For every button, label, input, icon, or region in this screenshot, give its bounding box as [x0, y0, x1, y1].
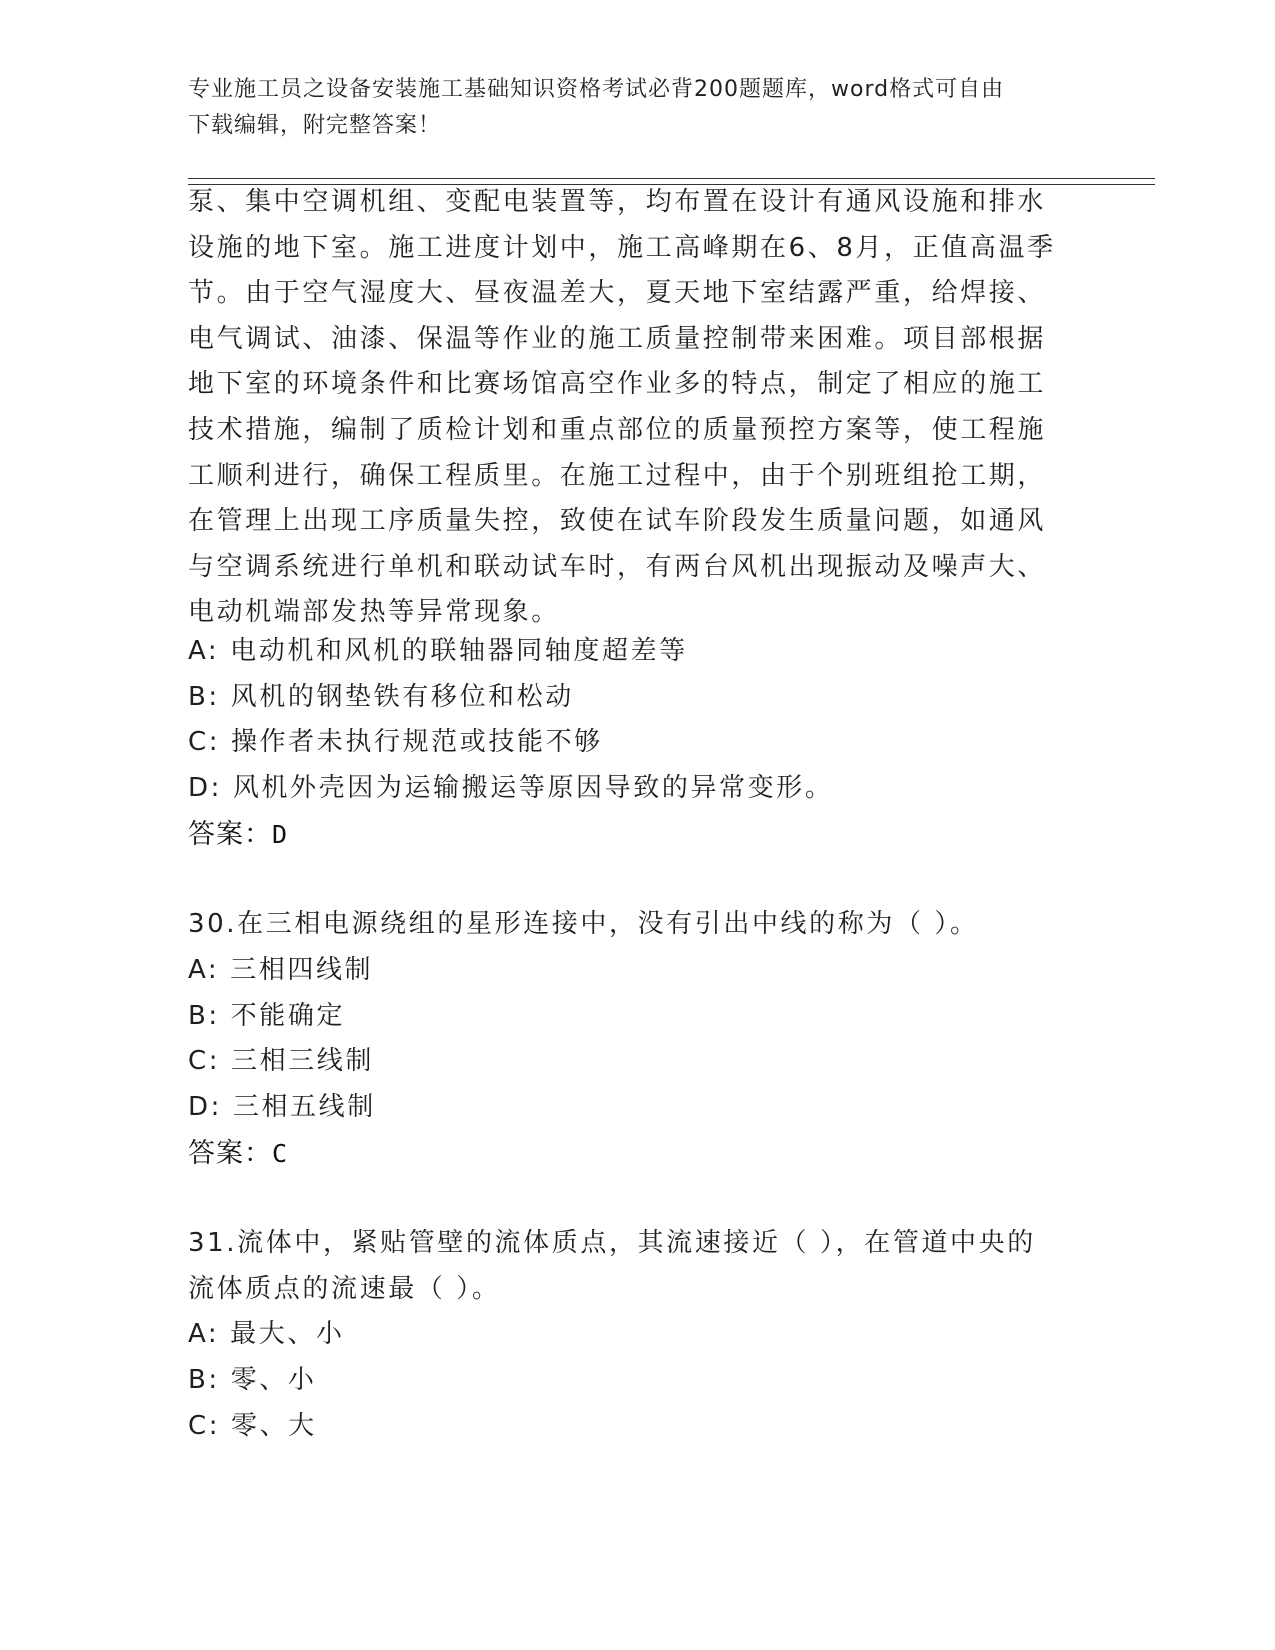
- stem-line: 与空调系统进行单机和联动试车时，有两台风机出现振动及噪声大、: [188, 551, 1047, 582]
- question-29-answer: [188, 812, 288, 851]
- stem-line: 节。由于空气湿度大、昼夜温差大，夏天地下室结露严重，给焊接、: [188, 278, 1047, 309]
- answer-label: 答案：: [188, 1138, 272, 1169]
- question-30-stem: 30.在三相电源绕组的星形连接中，没有引出中线的称为（ ）。: [188, 909, 979, 939]
- stem-line: 电动机端部发热等异常现象。: [188, 597, 560, 628]
- stem-line: 技术措施，编制了质检计划和重点部位的质量预控方案等，使工程施: [188, 414, 1047, 445]
- question-30-option-b: B: 不能确定: [188, 1001, 346, 1031]
- stem-line: 设施的地下室。施工进度计划中，施工高峰期在6、8月，正值高温季: [188, 232, 1056, 263]
- question-30-option-d: D: 三相五线制: [188, 1092, 376, 1122]
- document-header: [188, 72, 1088, 144]
- question-29-option-d: D: 风机外壳因为运输搬运等原因导致的异常变形。: [188, 773, 834, 803]
- question-31-stem-line-1: 31.流体中，紧贴管壁的流体质点，其流速接近（ ），在管道中央的: [188, 1228, 1036, 1258]
- question-29-stem: [188, 180, 1088, 636]
- question-31-option-a: A: 最大、小: [188, 1319, 345, 1349]
- stem-line: 在管理上出现工序质量失控，致使在试车阶段发生质量问题，如通风: [188, 506, 1047, 537]
- question-29-option-b: B: 风机的钢垫铁有移位和松动: [188, 682, 574, 712]
- question-29-option-a: A: 电动机和风机的联轴器同轴度超差等: [188, 636, 688, 666]
- header-title-line-1: 专业施工员之设备安装施工基础知识资格考试必背200题题库，word格式可自由: [188, 77, 1005, 102]
- question-29-option-c: C: 操作者未执行规范或技能不够: [188, 727, 603, 757]
- stem-line: 工顺利进行，确保工程质里。在施工过程中，由于个别班组抢工期，: [188, 460, 1047, 491]
- question-31-option-b: B: 零、小: [188, 1365, 317, 1395]
- question-31-option-c: C: 零、大: [188, 1411, 317, 1441]
- answer-value: C: [272, 1139, 289, 1168]
- header-title-line-2: 下载编辑，附完整答案！: [188, 113, 442, 138]
- answer-label: 答案：: [188, 819, 272, 850]
- stem-line: 地下室的环境条件和比赛场馆高空作业多的特点，制定了相应的施工: [188, 369, 1047, 400]
- stem-line: 电气调试、油漆、保温等作业的施工质量控制带来困难。项目部根据: [188, 323, 1047, 354]
- question-31-stem-line-2: 流体质点的流速最（ ）。: [188, 1274, 501, 1304]
- question-30-answer: [188, 1131, 288, 1170]
- stem-line: 泵、集中空调机组、变配电装置等，均布置在设计有通风设施和排水: [188, 187, 1047, 217]
- question-30-option-a: A: 三相四线制: [188, 955, 374, 985]
- answer-value: D: [272, 820, 289, 849]
- question-30-option-c: C: 三相三线制: [188, 1046, 374, 1076]
